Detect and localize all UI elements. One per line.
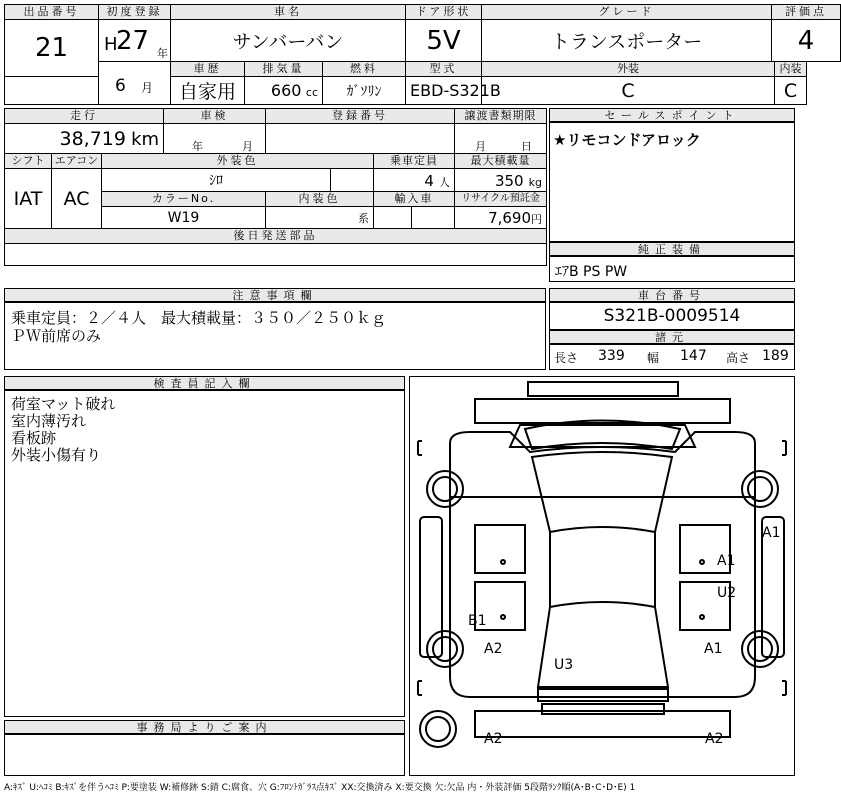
registration-year: 27 [116,26,150,56]
vehicle-header-table [4,4,841,105]
specs-label: 諸元 [549,330,795,344]
office-label: 事務局よりご案内 [4,720,405,734]
fuel-label: 燃料 [323,62,406,77]
chassis-number: S321B-0009514 [603,306,741,326]
recycle-label: リサイクル預託金 [455,192,547,207]
grade-label: グレード [482,5,772,20]
registration-month [99,62,171,105]
width: 147 [680,348,707,364]
car-name: サンバーバン [171,20,406,62]
car-diagram [409,376,795,776]
color-number-label: カラーNo. [102,192,266,207]
exterior-grade: C [482,77,775,105]
height: 189 [762,348,789,364]
shift-label: シフト [5,154,52,169]
model-label: 型式 [406,62,482,77]
color-number: W19 [102,207,266,229]
displacement-label: 排気量 [245,62,323,77]
max-load: 350 kg [455,169,547,192]
interior-label: 内装 [775,62,807,77]
inspection-label: 車検 [164,109,266,124]
month-unit: 月 [141,81,154,95]
damage-mark-rear-center: U3 [554,657,574,673]
registration-number [266,124,455,154]
exterior-color-extra [331,169,374,192]
chassis-number-box [549,302,795,330]
sales-point-label: セールスポイント [549,108,795,122]
transfer-deadline: 月 日 [455,124,547,154]
sales-point: ★リモコンドアロック [553,131,701,149]
notes-line-2: ＰＷ前席のみ [11,327,102,345]
car-outline-diagram [410,377,794,775]
import-b [412,207,455,229]
max-load-label: 最大積載量 [455,154,547,169]
door-type: 5V [406,20,482,62]
car-name-label: 車名 [171,5,406,20]
import-a [374,207,412,229]
later-parts-label: 後日発送部品 [5,229,547,244]
equipment-box [549,256,795,282]
inspector-label: 検査員記入欄 [4,376,405,390]
damage-mark-right-door-rear: U2 [717,585,737,601]
specs-box: 長さ 339 幅 147 高さ 189 [549,344,795,370]
era-letter: H [104,34,118,55]
exterior-color-label: 外装色 [102,154,374,169]
interior-grade: C [775,77,807,105]
first-registration-label: 初度登録 [99,5,171,20]
score-label: 評価点 [772,5,841,20]
aircon: AC [52,169,102,229]
fuel: ｶﾞｿﾘﾝ [323,77,406,105]
notes-box [4,302,546,370]
registration-number-label: 登録番号 [266,109,455,124]
import-label: 輸入車 [374,192,455,207]
score: 4 [772,20,841,62]
exterior-label: 外装 [482,62,775,77]
vehicle-details-table [4,108,547,266]
equipment: ｴｱB PS PW [555,264,628,280]
history-label: 車歴 [171,62,245,77]
inspection-date: 年 月 [164,124,266,154]
damage-mark-rear-bumper-right: A2 [705,731,724,747]
interior-color: 系 [266,207,374,229]
office-box [4,734,405,776]
damage-mark-left-rear-wheel: A2 [484,641,503,657]
capacity-label: 乗車定員 [374,154,455,169]
displacement: 660 cc [245,77,323,105]
year-unit: 年 [157,47,168,60]
lot-number: 21 [5,20,99,77]
history: 自家用 [171,77,245,105]
door-type-label: ドア形状 [406,5,482,20]
capacity: 4 人 [374,169,455,192]
first-registration-year [99,20,171,62]
inspector-line-4: 外装小傷有り [11,446,102,464]
lot-number-label: 出品番号 [5,5,99,20]
model: EBD-S321B [406,77,482,105]
interior-color-label: 内装色 [266,192,374,207]
damage-mark-right-door-front: A1 [717,553,736,569]
notes-label: 注意事項欄 [4,288,546,302]
damage-mark-right-rear-wheel: A1 [704,641,723,657]
equipment-label: 純正装備 [549,242,795,256]
mileage-label: 走行 [5,109,164,124]
transfer-deadline-label: 譲渡書類期限 [455,109,547,124]
later-parts [5,244,547,266]
inspector-line-3: 看板跡 [11,429,57,447]
month-value: 6 [115,76,126,96]
exterior-color: ｼﾛ [102,169,331,192]
grade: トランスポーター [482,20,772,62]
mileage: 38,719 km [5,124,164,154]
legend: A:ｷｽﾞ U:ﾍｺﾐ B:ｷｽﾞを伴うﾍｺﾐ P:要塗装 W:補修跡 S:錆 C:腐食、穴 G:ﾌﾛﾝﾄｶﾞﾗｽ点ｷｽﾞ XX:交換済み X:要交換 欠:欠品 内・外装評価 5段階ﾗﾝｸ順(A･B･C･D･E) 1 [4,783,636,793]
inspector-box [4,390,405,717]
damage-mark-left-door-rear: B1 [468,613,487,629]
recycle-fee: 7,690円 [455,207,547,229]
damage-mark-right-pillar: A1 [762,525,781,541]
length: 339 [598,348,625,364]
aircon-label: エアコン [52,154,102,169]
chassis-label: 車台番号 [549,288,795,302]
damage-mark-rear-bumper-left: A2 [484,731,503,747]
notes-line-1: 乗車定員：２／４人 最大積載量：３５０／２５０ｋｇ [11,309,387,327]
inspector-line-1: 荷室マット破れ [11,395,116,413]
inspector-line-2: 室内薄汚れ [11,412,87,430]
shift: IAT [5,169,52,229]
sales-point-box [549,122,795,242]
